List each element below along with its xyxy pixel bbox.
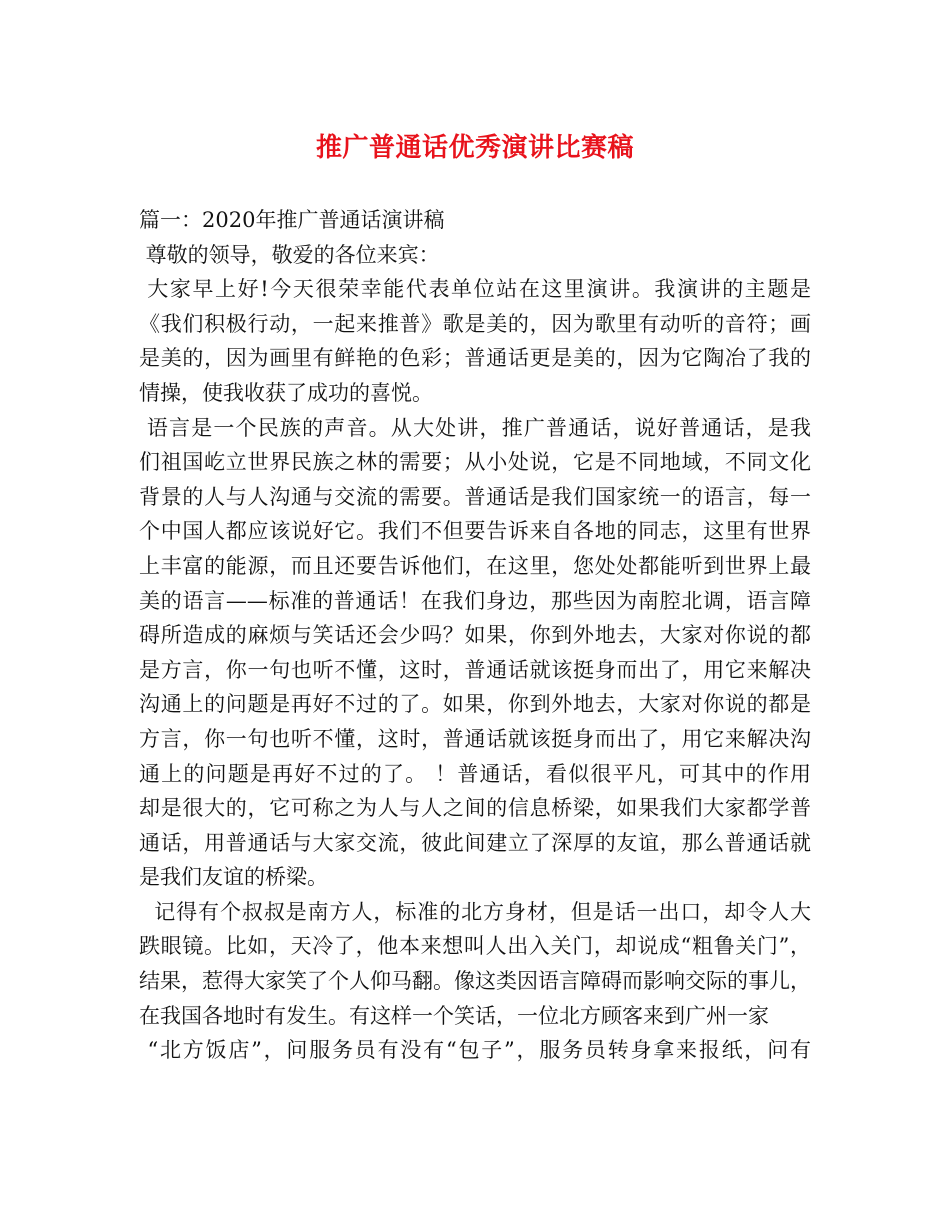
body-line: 在我国各地时有发生。有这样一个笑话，一位北方顾客来到广州一家 xyxy=(139,1003,769,1028)
body-line: 沟通上的问题是再好不过的了。如果，你到外地去，大家对你说的都是 xyxy=(139,692,811,717)
body-line: 《我们积极行动，一起来推普》歌是美的，因为歌里有动听的音符；画 xyxy=(139,311,811,336)
body-line: 是方言，你一句也听不懂，这时，普通话就该挺身而出了，用它来解决 xyxy=(139,657,811,682)
body-line: 大家早上好!今天很荣幸能代表单位站在这里演讲。我演讲的主题是 xyxy=(139,277,811,302)
body-line: 通上的问题是再好不过的了。 ！普通话，看似很平凡，可其中的作用 xyxy=(139,761,811,786)
body-line: 碍所造成的麻烦与笑话还会少吗？如果，你到外地去，大家对你说的都 xyxy=(139,623,811,648)
body-line: 个中国人都应该说好它。我们不但要告诉来自各地的同志，这里有世界 xyxy=(139,519,811,544)
body-line: 背景的人与人沟通与交流的需要。普通话是我们国家统一的语言，每一 xyxy=(139,484,811,509)
body-line: 通话，用普通话与大家交流，彼此间建立了深厚的友谊，那么普通话就 xyxy=(139,830,811,855)
body-line: 上丰富的能源，而且还要告诉他们，在这里，您处处都能听到世界上最 xyxy=(139,553,811,578)
body-line: “北方饭店”，问服务员有没有“包子”，服务员转身拿来报纸，问有 xyxy=(139,1038,811,1063)
body-line: 跌眼镜。比如，天冷了，他本来想叫人出入关门，却说成“粗鲁关门”， xyxy=(139,934,811,959)
document-title: 推广普通话优秀演讲比赛稿 xyxy=(315,133,634,163)
body-line: 篇一：2020年推广普通话演讲稿 xyxy=(139,208,445,232)
body-line: 们祖国屹立世界民族之林的需要；从小处说，它是不同地域，不同文化 xyxy=(139,450,811,475)
body-line: 是美的，因为画里有鲜艳的色彩；普通话更是美的，因为它陶冶了我的 xyxy=(139,346,811,371)
body-line: 语言是一个民族的声音。从大处讲，推广普通话，说好普通话，是我 xyxy=(139,415,811,440)
body-line: 情操，使我收获了成功的喜悦。 xyxy=(139,380,433,405)
document-body xyxy=(139,203,811,1068)
body-line: 是我们友谊的桥梁。 xyxy=(139,865,328,890)
body-line: 记得有个叔叔是南方人，标准的北方身材，但是话一出口，却令人大 xyxy=(139,899,811,924)
body-line: 方言，你一句也听不懂，这时，普通话就该挺身而出了，用它来解决沟 xyxy=(139,726,811,751)
body-line: 美的语言——标准的普通话！在我们身边，那些因为南腔北调，语言障 xyxy=(139,588,811,613)
body-line: 却是很大的，它可称之为人与人之间的信息桥梁，如果我们大家都学普 xyxy=(139,796,811,821)
body-line: 尊敬的领导，敬爱的各位来宾： xyxy=(139,242,440,267)
body-line: 结果，惹得大家笑了个人仰马翻。像这类因语言障碍而影响交际的事儿， xyxy=(139,969,811,994)
